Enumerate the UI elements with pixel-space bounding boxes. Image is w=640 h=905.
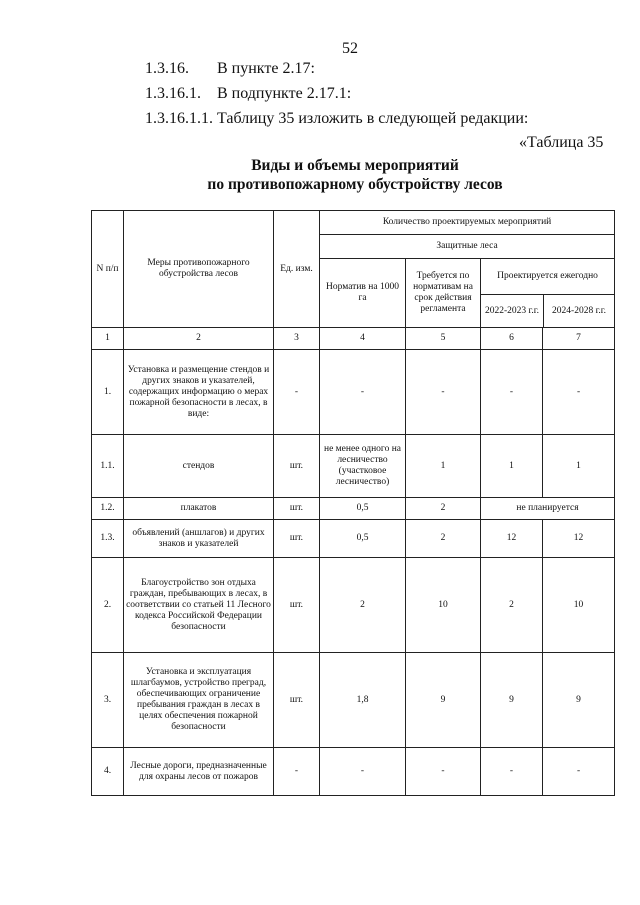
header-unit: Ед. изм. xyxy=(274,211,320,328)
column-number: 5 xyxy=(406,328,481,350)
row-2022: - xyxy=(481,748,543,796)
table-row xyxy=(92,558,615,653)
table-row xyxy=(92,435,615,498)
paragraph-1-3-16 xyxy=(145,60,625,80)
header-2024: 2024-2028 г.г. xyxy=(552,305,606,316)
row-2024: 9 xyxy=(543,653,615,748)
column-number: 4 xyxy=(320,328,406,350)
row-norm: не менее одного на лесничество (участковое лесничество) xyxy=(320,435,406,498)
row-2022: 1 xyxy=(481,435,543,498)
paragraph-number: 1.3.16.1.1. xyxy=(145,110,213,127)
row-required: 9 xyxy=(406,653,481,748)
row-num: 4. xyxy=(92,748,124,796)
row-norm: 2 xyxy=(320,558,406,653)
row-2024: - xyxy=(543,350,615,435)
paragraph-1-3-16-1-1 xyxy=(145,110,625,130)
row-measure: Благоустройство зон отдыха граждан, пребывающих в лесах, в соответствии со статьей 11 Лесного кодекса Российской Федерации безопасности xyxy=(124,558,274,653)
table-title-line-1: Виды и объемы мероприятий xyxy=(251,157,459,174)
paragraph-text: В пункте 2.17: xyxy=(217,60,315,77)
column-number: 3 xyxy=(274,328,320,350)
paragraph-number: 1.3.16. xyxy=(145,60,189,77)
row-required: - xyxy=(406,748,481,796)
row-unit: шт. xyxy=(274,520,320,558)
table-row xyxy=(92,520,615,558)
table-row xyxy=(92,653,615,748)
header-required: Требуется по нормативам на срок действия регламента xyxy=(406,259,481,328)
header-row-1 xyxy=(92,211,615,235)
row-2022: 12 xyxy=(481,520,543,558)
row-num: 2. xyxy=(92,558,124,653)
header-planned-cell xyxy=(481,259,615,328)
paragraph-text: В подпункте 2.17.1: xyxy=(217,85,352,102)
column-number: 6 xyxy=(481,328,543,350)
row-required: 2 xyxy=(406,498,481,520)
row-num: 1.2. xyxy=(92,498,124,520)
table-title xyxy=(150,156,560,194)
row-2022: 9 xyxy=(481,653,543,748)
column-number: 7 xyxy=(543,328,615,350)
row-measure: плакатов xyxy=(124,498,274,520)
row-unit: шт. xyxy=(274,498,320,520)
row-num: 1.1. xyxy=(92,435,124,498)
paragraph-1-3-16-1 xyxy=(145,85,625,105)
row-required: 1 xyxy=(406,435,481,498)
table-row xyxy=(92,748,615,796)
row-num: 3. xyxy=(92,653,124,748)
row-measure: стендов xyxy=(124,435,274,498)
column-number: 2 xyxy=(124,328,274,350)
row-2024: 1 xyxy=(543,435,615,498)
column-number-row xyxy=(92,328,615,350)
header-planned: Проектируется ежегодно xyxy=(481,259,614,295)
row-2022: - xyxy=(481,350,543,435)
row-required: - xyxy=(406,350,481,435)
row-2022: 2 xyxy=(481,558,543,653)
paragraph-number: 1.3.16.1. xyxy=(145,85,201,102)
header-num: N п/п xyxy=(92,211,124,328)
row-num: 1.3. xyxy=(92,520,124,558)
row-norm: 0,5 xyxy=(320,520,406,558)
row-unit: шт. xyxy=(274,435,320,498)
row-norm: 0,5 xyxy=(320,498,406,520)
paragraph-text: Таблицу 35 изложить в следующей редакции: xyxy=(217,110,529,127)
table-row xyxy=(92,498,615,520)
row-norm: - xyxy=(320,748,406,796)
header-protective-forests: Защитные леса xyxy=(320,235,615,259)
table-title-line-2: по противопожарному обустройству лесов xyxy=(207,176,503,193)
row-norm: 1,8 xyxy=(320,653,406,748)
header-count-group: Количество проектируемых мероприятий xyxy=(320,211,615,235)
column-number: 1 xyxy=(92,328,124,350)
row-2024: 12 xyxy=(543,520,615,558)
row-unit: - xyxy=(274,748,320,796)
table-reference: «Таблица 35 xyxy=(519,134,604,151)
row-measure: Лесные дороги, предназначенные для охраны лесов от пожаров xyxy=(124,748,274,796)
header-measures: Меры противопожарного обустройства лесов xyxy=(124,211,274,328)
header-norm: Норматив на 1000 га xyxy=(320,259,406,328)
row-measure: объявлений (аншлагов) и других знаков и указателей xyxy=(124,520,274,558)
row-required: 2 xyxy=(406,520,481,558)
table-35 xyxy=(91,210,615,796)
row-unit: - xyxy=(274,350,320,435)
row-required: 10 xyxy=(406,558,481,653)
row-num: 1. xyxy=(92,350,124,435)
row-norm: - xyxy=(320,350,406,435)
row-measure: Установка и размещение стендов и других знаков и указателей, содержащих информацию о мерах пожарной безопасности в лесах, в виде: xyxy=(124,350,274,435)
row-unit: шт. xyxy=(274,558,320,653)
table-row xyxy=(92,350,615,435)
row-2024: 10 xyxy=(543,558,615,653)
page-number: 52 xyxy=(342,40,358,57)
row-2024: - xyxy=(543,748,615,796)
header-2022: 2022-2023 г.г. xyxy=(481,295,544,327)
row-planned: не планируется xyxy=(481,498,615,520)
row-unit: шт. xyxy=(274,653,320,748)
row-measure: Установка и эксплуатация шлагбаумов, устройство преград, обеспечивающих ограничение пребывания граждан в лесах в целях обеспечения пожарной безопасности xyxy=(124,653,274,748)
